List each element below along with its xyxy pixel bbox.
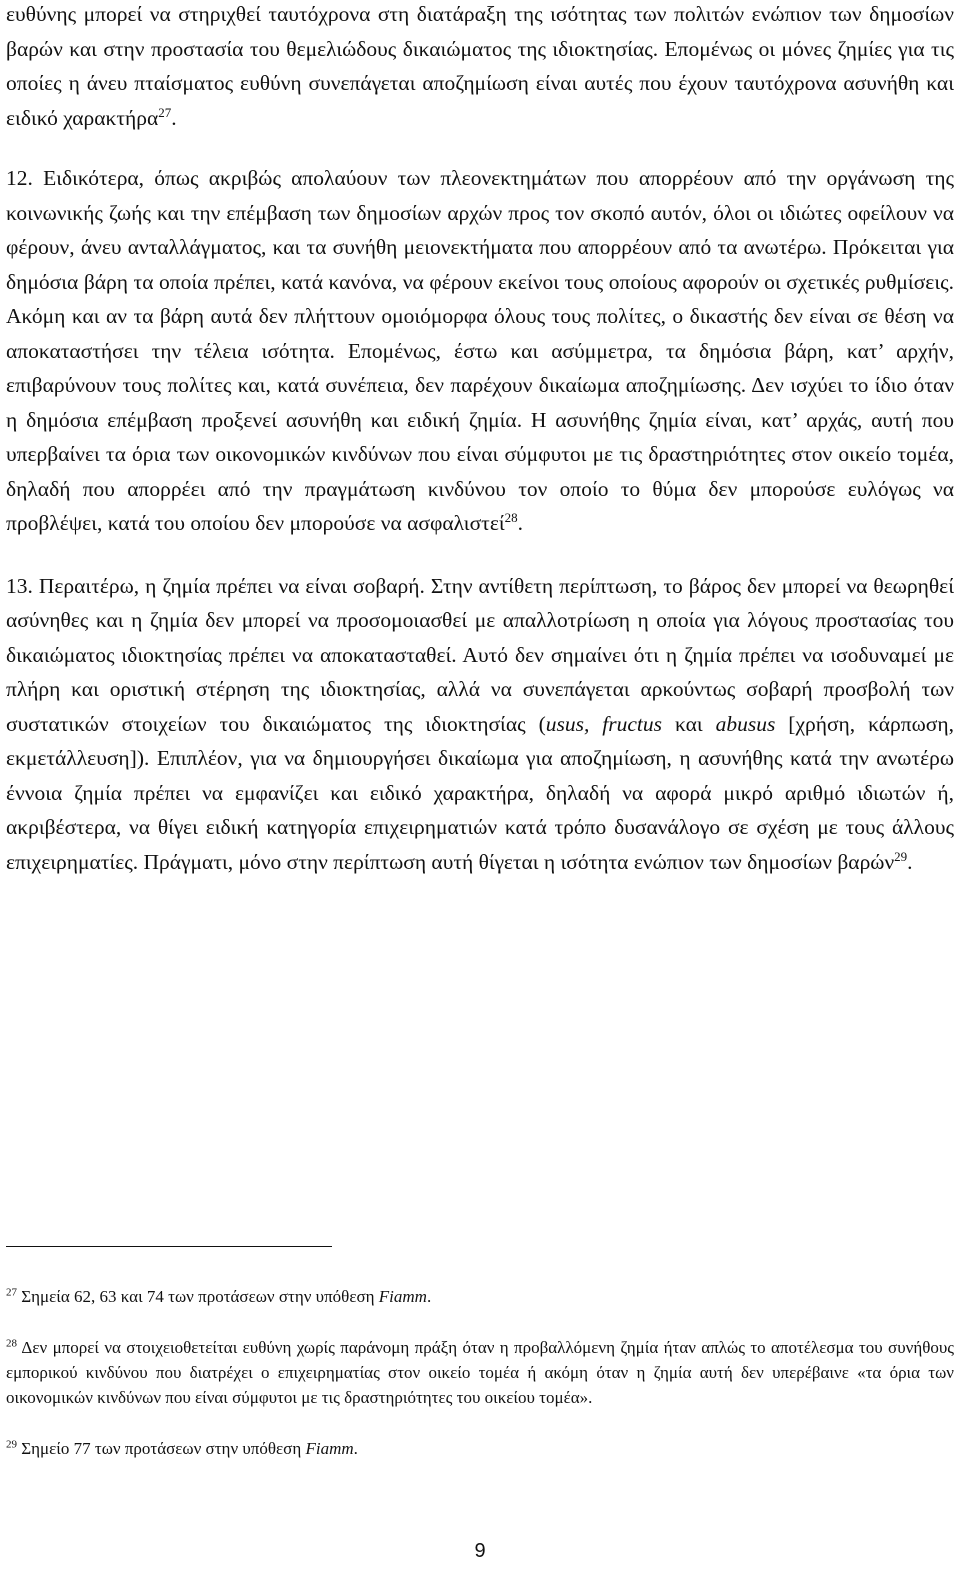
case-name: Fiamm — [378, 1287, 427, 1306]
paragraph-continuation: ευθύνης μπορεί να στηριχθεί ταυτόχρονα στη διατάραξη της ισότητας των πολιτών ενώπιον των δημοσίων βαρών και στην προστασία του θεμελιώδους δικαιώματος της ιδιοκτησίας. Επομένως οι μόνες ζημίες για τις οποίες η άνευ πταίσματος ευθύνη συνεπάγεται αποζημίωση είναι αυτές που έχουν ταυτόχρονα ασυνήθη και ειδικό χαρακτήρα$^{27}$. — [6, 2, 954, 130]
footnote-number: 29 — [6, 1438, 17, 1451]
paragraph-text: 13. Περαιτέρω, η ζημία πρέπει να είναι σοβαρή. Στην αντίθετη περίπτωση, το βάρος δεν μπορεί να θεωρηθεί ασύνηθες και η ζημία δεν μπορεί να προσομοιασθεί με απαλλοτρίωση η οποία για λόγους προστασίας του δικαιώματος ιδιοκτησίας πρέπει να αποκατασταθεί. Αυτό δεν σημαίνει ότι η ζημία πρέπει να ισοδυναμεί με πλήρη και οριστική στέρηση της ιδιοκτησίας, αλλά να συνεπάγεται αρκούντως σοβαρή προσβολή των συστατικών στοιχείων του δικαιώματος της ιδιοκτησίας ( — [6, 573, 954, 736]
footnote-number: 27 — [6, 1286, 17, 1299]
footnote-number: 28 — [6, 1337, 17, 1350]
case-name: Fiamm — [305, 1439, 354, 1458]
paragraph-12: 12. Ειδικότερα, όπως ακριβώς απολαύουν των πλεονεκτημάτων που απορρέουν από την οργάνωση της κοινωνικής ζωής και την επέμβαση των δημοσίων αρχών προς τον σκοπό αυτόν, όλοι οι ιδιώτες οφείλουν να φέρουν, άνευ ανταλλάγματος, και τα συνήθη μειονεκτήματα που απορρέουν από τα ανωτέρω. Πρόκειται για δημόσια βάρη τα οποία πρέπει, κατά κανόνα, να φέρουν εκείνοι τους οποίους αφορούν οι σχετικές ρυθμίσεις. Ακόμη και αν τα βάρη αυτά δεν πλήττουν ομοιόμορφα όλους τους πολίτες, ο δικαστής δεν είναι σε θέση να αποκαταστήσει την τέλεια ισότητα. Επομένως, έστω και ασύμμετρα, τα δημόσια βάρη, κατ’ αρχήν, επιβαρύνουν τους πολίτες και, κατά συνέπεια, δεν παρέχουν δικαίωμα αποζημίωσης. Δεν ισχύει το ίδιο όταν η δημόσια επέμβαση προξενεί ασυνήθη και ειδική ζημία. Η ασυνήθης ζημία είναι, κατ’ αρχάς, αυτή που υπερβαίνει τα όρια των οικονομικών κινδύνων που είναι σύμφυτοι με τις δραστηριότητες στον οικείο τομέα, δηλαδή που απορρέει από την πραγμάτωση κινδύνου τον οποίο το θύμα δεν μπορούσε ευλόγως να προβλέψει, κατά του οποίου δεν μπορούσε να ασφαλιστεί$^{28}$. — [6, 166, 954, 535]
footnote-27: $^{27}$ Σημεία 62, 63 και 74 των προτάσεων στην υπόθεση Fiamm. — [6, 1286, 432, 1306]
footnote-28: $^{28}$ Δεν μπορεί να στοιχειοθετείται ευθύνη χωρίς παράνομη πράξη όταν η προβαλλόμενη ζημία ήταν απλώς το αποτέλεσμα του συνήθους εμπορικού κινδύνου που διατρέχει ο επιχειρηματίας στον οικείο τομέα ή ακόμη όταν η ζημία αυτή δεν υπερέβαινε «τα όρια των οικονομικών κινδύνων που είναι σύμφυτοι με τις δραστηριότητες του οικείου τομέα». — [6, 1337, 954, 1407]
footnote-reference[interactable]: 29 — [894, 848, 908, 864]
paragraph-13: 13. Περαιτέρω, η ζημία πρέπει να είναι σοβαρή. Στην αντίθετη περίπτωση, το βάρος δεν μπορεί να θεωρηθεί ασύνηθες και η ζημία δεν μπορεί να προσομοιασθεί με απαλλοτρίωση η οποία για λόγους προστασίας του δικαιώματος ιδιοκτησίας πρέπει να αποκατασταθεί. Αυτό δεν σημαίνει ότι η ζημία πρέπει να ισοδυναμεί με πλήρη και οριστική στέρηση της ιδιοκτησίας, αλλά να συνεπάγεται αρκούντως σοβαρή προσβολή των συστατικών στοιχείων του δικαιώματος της ιδιοκτησίας (usus, fructus και abusus [χρήση, κάρπωση, εκμετάλλευση]). Επιπλέον, για να δημιουργήσει δικαίωμα για αποζημίωση, η ασυνήθης κατά την ανωτέρω έννοια ζημία πρέπει να εμφανίζει και ειδικό χαρακτήρα, δηλαδή να αφορά μικρό αριθμό ιδιωτών ή, ακριβέστερα, να θίγει ειδική κατηγορία επιχειρηματιών κατά τρόπο δυσανάλογο σε σχέση με τους άλλους επιχειρηματίες. Πράγματι, μόνο στην περίπτωση αυτή θίγεται η ισότητα ενώπιον των δημοσίων βαρών$^{29}$. — [6, 573, 954, 874]
footnote-reference[interactable]: 28 — [504, 509, 518, 525]
paragraph-text: 12. Ειδικότερα, όπως ακριβώς απολαύουν των πλεονεκτημάτων που απορρέουν από την οργάνωση της κοινωνικής ζωής και την επέμβαση των δημοσίων αρχών προς τον σκοπό αυτόν, όλοι οι ιδιώτες οφείλουν να φέρουν, άνευ ανταλλάγματος, και τα συνήθη μειονεκτήματα που απορρέουν από τα ανωτέρω. Πρόκειται για δημόσια βάρη τα οποία πρέπει, κατά κανόνα, να φέρουν εκείνοι τους οποίους αφορούν οι σχετικές ρυθμίσεις. Ακόμη και αν τα βάρη αυτά δεν πλήττουν ομοιόμορφα όλους τους πολίτες, ο δικαστής δεν είναι σε θέση να αποκαταστήσει την τέλεια ισότητα. Επομένως, έστω και ασύμμετρα, τα δημόσια βάρη, κατ’ αρχήν, επιβαρύνουν τους πολίτες και, κατά συνέπεια, δεν παρέχουν δικαίωμα αποζημίωσης. Δεν ισχύει το ίδιο όταν η δημόσια επέμβαση προξενεί ασυνήθη και ειδική ζημία. Η ασυνήθης ζημία είναι, κατ’ αρχάς, αυτή που υπερβαίνει τα όρια των οικονομικών κινδύνων που είναι σύμφυτοι με τις δραστηριότητες στον οικείο τομέα, δηλαδή που απορρέει από την πραγμάτωση κινδύνου τον οποίο το θύμα δεν μπορούσε ευλόγως να προβλέψει, κατά του οποίου δεν μπορούσε να ασφαλιστεί — [6, 166, 954, 535]
footnotes — [6, 1284, 954, 1461]
footnote-separator — [6, 1246, 332, 1247]
footnote-reference[interactable]: 27 — [158, 104, 172, 120]
latin-term: abusus — [715, 711, 776, 736]
latin-terms: usus, fructus — [545, 711, 663, 736]
paragraph-text: ευθύνης μπορεί να στηριχθεί ταυτόχρονα στη διατάραξη της ισότητας των πολιτών ενώπιον των δημοσίων βαρών και στην προστασία του θεμελιώδους δικαιώματος της ιδιοκτησίας. Επομένως οι μόνες ζημίες για τις οποίες η άνευ πταίσματος ευθύνη συνεπάγεται αποζημίωση είναι αυτές που έχουν ταυτόχρονα ασυνήθη και ειδικό χαρακτήρα — [6, 2, 954, 130]
page-number: 9 — [474, 1540, 486, 1562]
footnote-29: $^{29}$ Σημείο 77 των προτάσεων στην υπόθεση Fiamm. — [6, 1438, 358, 1458]
document-page — [6, 0, 954, 879]
